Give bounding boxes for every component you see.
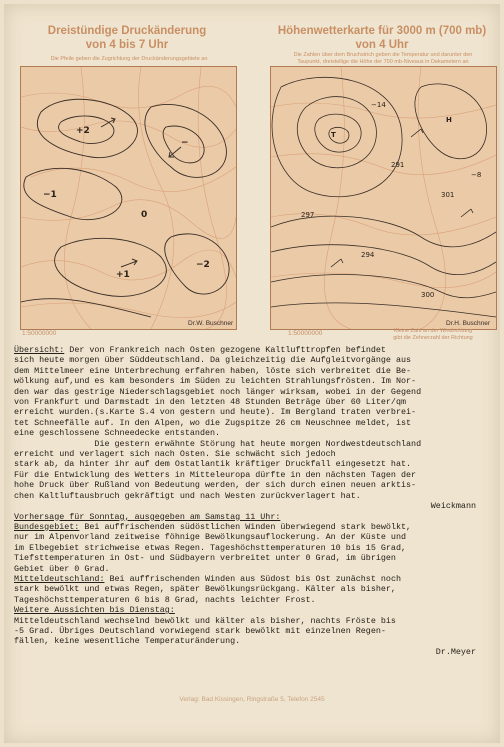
ubersicht-line: sich heute morgen über Süddeutschland. Da gleichzeitig die Aufgleitvorgänge aus — [14, 355, 412, 366]
svg-text:−2: −2 — [196, 260, 210, 270]
aussichten-heading — [14, 605, 476, 615]
mitteldeutschland-line: Tageshöchsttemperaturen 6 bis 8 Grad, nachts leichter Frost. — [14, 594, 316, 605]
left-map-subtitle: Die Pfeile geben die Zugrichtung der Druckänderungsgebiete an — [50, 56, 208, 62]
aussichten-heading-text: Weitere Aussichten bis Dienstag: — [14, 605, 175, 616]
mitteldeutschland-line-1 — [14, 574, 476, 584]
ubersicht-line: erreicht wurden.(s.Karte S.4 von gestern und heute). Im Bergland traten verbrei- — [14, 407, 417, 418]
svg-text:291: 291 — [391, 161, 405, 169]
left-map-title — [22, 24, 232, 52]
svg-text:+2: +2 — [76, 126, 90, 136]
ubersicht-line: wölkung auf,und es kam besonders im Süden zu leichten Strahlungsfrösten. Im Nor- — [14, 376, 417, 387]
svg-text:H: H — [446, 116, 452, 124]
svg-text:0: 0 — [141, 210, 148, 220]
publisher-footer: Verlag: Bad Kissingen, Ringstraße 5, Telefon 2545 — [179, 696, 325, 703]
ubersicht-line: tet Schneefälle auf. In den Alpen, wo die Zugspitze 26 cm Neuschnee meldet, ist — [14, 417, 412, 428]
svg-text:−1: −1 — [43, 190, 57, 200]
svg-text:−14: −14 — [371, 101, 386, 109]
vorhersage-heading — [14, 512, 476, 522]
bundesgebiet-line: Tiefsttemperaturen in Ost- und Südbayern verbreitet unter 0 Grad, im übrigen — [14, 553, 396, 564]
ubersicht-line: dem Mittelmeer eine Unterbrechung erfahren haben, löste sich verbreitet die Be- — [14, 365, 412, 376]
ubersicht-text-0: Der von Frankreich nach Osten gezogene Kaltlufttropfen befindet — [64, 345, 386, 355]
right-map-title-line2: von 4 Uhr — [355, 39, 409, 51]
aussichten-line: fällen, keine wesentliche Temperaturänderung. — [14, 636, 241, 647]
ubersicht-line: eine geschlossene Schneedecke entstanden. — [14, 428, 221, 439]
right-map-graphic — [271, 67, 496, 329]
svg-text:T: T — [331, 131, 336, 139]
ubersicht-line-1 — [14, 345, 476, 355]
bundesgebiet-line: nur im Alpenvorland zeitweise föhnige Bewölkungsauflockerung. An der Küste und — [14, 532, 407, 543]
right-map-title-line1: Höhenwetterkarte für 3000 m (700 mb) — [277, 25, 487, 37]
right-map-title — [266, 24, 498, 52]
left-map-scale: 1:50000000 — [22, 330, 57, 337]
ubersicht-line: erreicht und verlagert sich nach Osten. Sie schwächt sich jedoch — [14, 449, 336, 460]
mitteldeutschland-line: stark bewölkt und etwas Regen, später Bewölkungsrückgang. Kälter als bisher, — [14, 584, 396, 595]
svg-text:297: 297 — [301, 211, 315, 219]
ubersicht-line: stark ab, da hinter ihr auf dem Ostatlantik kräftiger Druckfall eingesetzt hat. — [14, 459, 412, 470]
vorhersage-heading-text: Vorhersage für Sonntag, ausgegeben am Samstag 11 Uhr: — [14, 511, 281, 522]
bundesgebiet-line: im Elbegebiet strichweise etwas Regen. Tageshöchsttemperaturen 10 bis 15 Grad, — [14, 542, 407, 553]
left-map-signature: Dr.W. Buschner — [188, 320, 234, 327]
ubersicht-line: Die gestern erwähnte Störung hat heute morgen Nordwestdeutschland — [14, 438, 422, 449]
right-map-subtitle — [268, 52, 498, 65]
mitteldeutschland-label: Mitteldeutschland: — [14, 573, 105, 584]
right-weather-map — [270, 66, 497, 330]
left-map-title-line2: von 4 bis 7 Uhr — [85, 39, 169, 51]
mitteldeutschland-text-0: Bei auffrischenden Winden aus Südost bis Ost zunächst noch — [104, 573, 401, 584]
ubersicht-line: chen Kaltluftausbruch gekräftigt und nach Westen zurückverlagert hat. — [14, 490, 361, 501]
right-map-note-line2: gibt die Zehnerzahl der Richtung — [393, 334, 473, 341]
right-map-subtitle-line2: Taupunkt, dreistellige die Höhe der 700 mb-Niveaus in Dekametern an — [297, 58, 469, 65]
aussichten-line: Mitteldeutschland wechselnd bewölkt und kälter als bisher, nachts Fröste bis — [14, 615, 396, 626]
right-map-scale: 1:50000000 — [288, 330, 323, 337]
bundesgebiet-text-0: Bei auffrischenden südöstlichen Winden überwiegend stark bewölkt, — [79, 521, 412, 532]
svg-text:300: 300 — [421, 291, 435, 299]
left-map-graphic — [21, 67, 236, 329]
ubersicht-line: hohe Druck über Rußland von Bedeutung werden, der sich durch einen neuen arktis- — [14, 480, 417, 491]
bundesgebiet-line-1 — [14, 522, 476, 532]
left-weather-map — [20, 66, 237, 330]
svg-text:−8: −8 — [471, 171, 482, 179]
ubersicht-label: Übersicht: — [14, 345, 65, 355]
aussichten-line: -5 Grad. Übriges Deutschland vorwiegend stark bewölkt mit einzelnen Regen- — [14, 625, 386, 636]
ubersicht-line: Für die Entwicklung des Wetters in Mitteleuropa dürfte in den nächsten Tagen der — [14, 469, 417, 480]
signature-meyer: Dr.Meyer — [435, 646, 476, 657]
left-map-title-line1: Dreistündige Druckänderung — [47, 25, 207, 37]
bundesgebiet-label: Bundesgebiet: — [14, 521, 80, 532]
right-map-note — [372, 328, 494, 341]
svg-text:−: − — [181, 138, 189, 148]
signature-weickmann: Weickmann — [430, 501, 476, 512]
ubersicht-line: den war das gestrige Niederschlagsgebiet noch länger wirksam, wobei in der Gegend — [14, 386, 422, 397]
right-map-subtitle-line1: Die Zahlen über dem Bruchstrich geben die Temperatur und darunter den — [293, 52, 473, 58]
ubersicht-line: von Frankfurt und Darmstadt in den letzten 48 Stunden Beträge über 60 Liter/qm — [14, 397, 407, 408]
weather-report-text — [14, 345, 476, 657]
svg-text:294: 294 — [361, 251, 375, 259]
svg-text:301: 301 — [441, 191, 455, 199]
right-map-note-line1: Kleine Zahl an der Windrichtung — [393, 328, 473, 334]
right-map-signature: Dr.H. Buschner — [446, 320, 491, 327]
bundesgebiet-line: Gebiet über 0 Grad. — [14, 563, 110, 574]
svg-text:+1: +1 — [116, 270, 130, 280]
